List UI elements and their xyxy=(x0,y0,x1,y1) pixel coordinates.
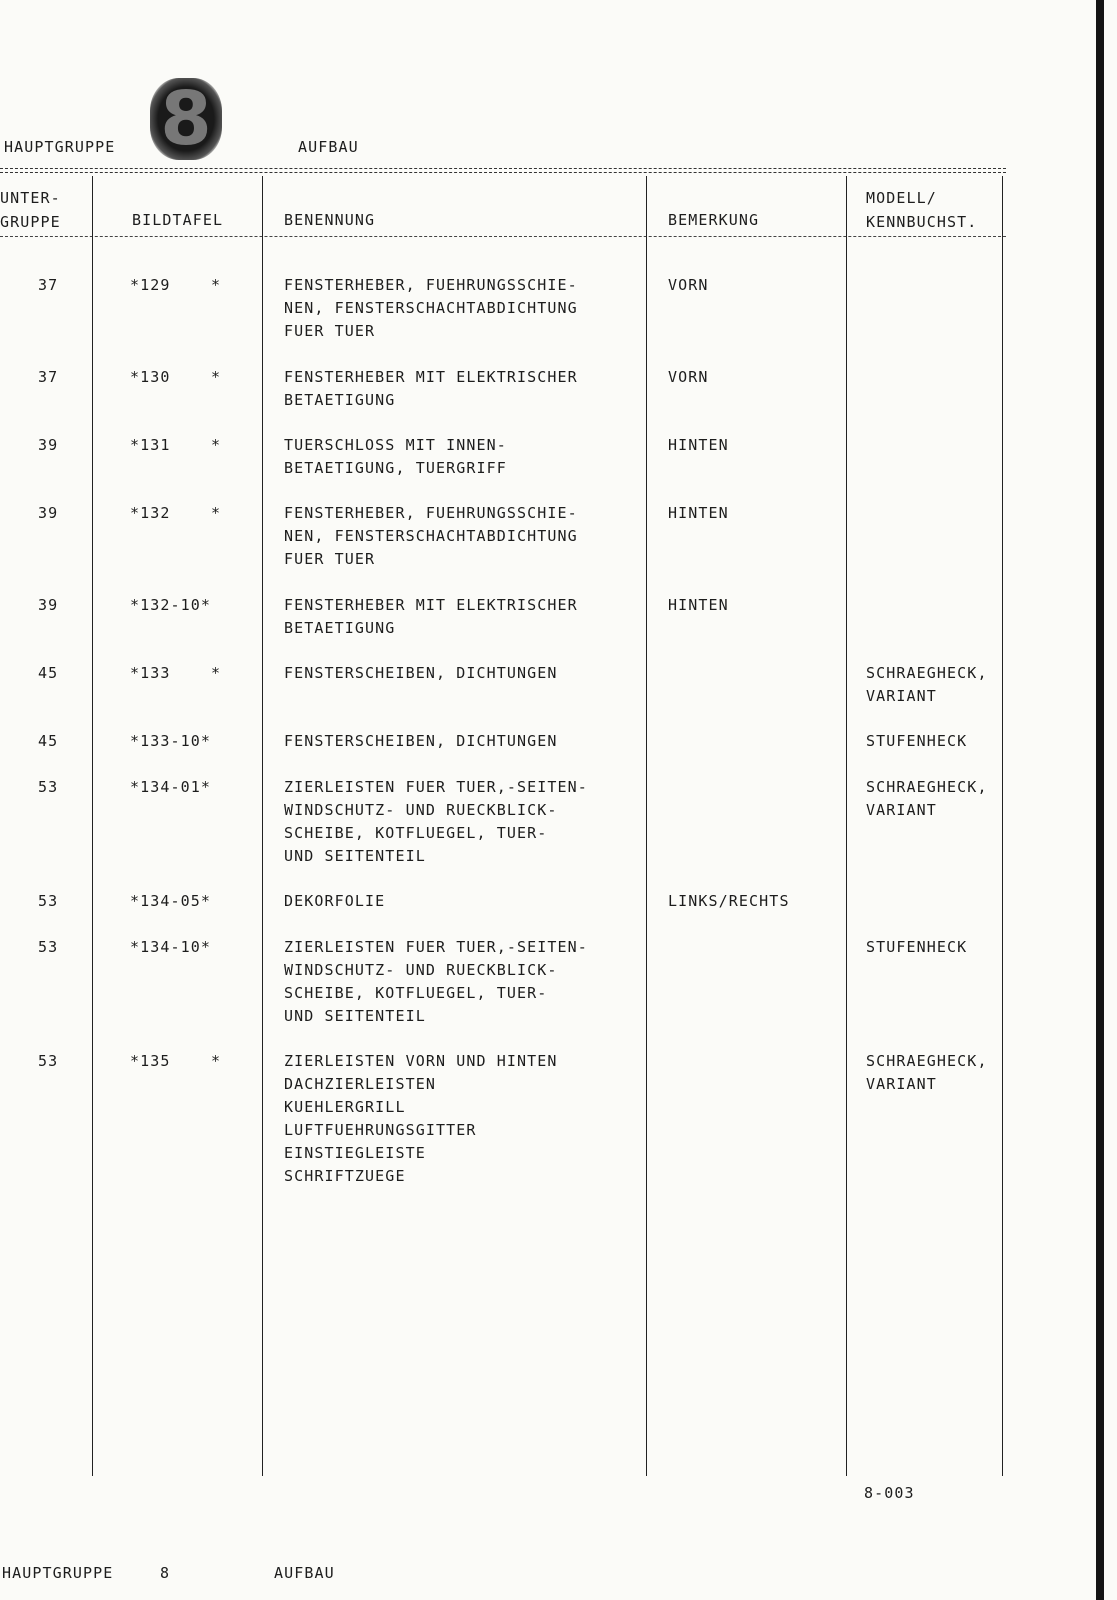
modell-cell-line: SCHRAEGHECK, xyxy=(866,664,988,682)
benennung-cell-line: UND SEITENTEIL xyxy=(284,1007,426,1025)
section-title: AUFBAU xyxy=(298,138,359,156)
untergruppe-cell: 53 xyxy=(38,938,59,956)
benennung-cell-line: SCHEIBE, KOTFLUEGEL, TUER- xyxy=(284,984,548,1002)
benennung-cell xyxy=(284,730,558,753)
benennung-cell-line: DACHZIERLEISTEN xyxy=(284,1075,436,1093)
benennung-cell xyxy=(284,776,588,868)
benennung-cell-line: BETAETIGUNG, TUERGRIFF xyxy=(284,459,507,477)
bemerkung-cell: LINKS/RECHTS xyxy=(668,892,790,910)
bildtafel-cell: *133-10* xyxy=(130,732,212,750)
benennung-cell xyxy=(284,936,588,1028)
benennung-cell-line: SCHEIBE, KOTFLUEGEL, TUER- xyxy=(284,824,548,842)
benennung-cell-line: ZIERLEISTEN VORN UND HINTEN xyxy=(284,1052,558,1070)
column-divider xyxy=(262,176,263,1476)
column-divider xyxy=(846,176,847,1476)
bildtafel-cell: *132-10* xyxy=(130,596,212,614)
bildtafel-cell: *134-10* xyxy=(130,938,212,956)
benennung-cell-line: SCHRIFTZUEGE xyxy=(284,1167,406,1185)
scan-edge-bar xyxy=(1096,0,1104,1600)
benennung-cell-line: FENSTERSCHEIBEN, DICHTUNGEN xyxy=(284,732,558,750)
untergruppe-cell: 45 xyxy=(38,732,59,750)
benennung-cell-line: FENSTERHEBER, FUEHRUNGSSCHIE- xyxy=(284,504,578,522)
benennung-cell xyxy=(284,662,558,685)
benennung-cell-line: TUERSCHLOSS MIT INNEN- xyxy=(284,436,507,454)
bemerkung-cell: HINTEN xyxy=(668,596,729,614)
benennung-cell-line: WINDSCHUTZ- UND RUECKBLICK- xyxy=(284,801,558,819)
benennung-cell-line: KUEHLERGRILL xyxy=(284,1098,406,1116)
modell-cell-line: VARIANT xyxy=(866,687,937,705)
modell-cell xyxy=(866,662,988,708)
col-untergruppe-line1: UNTER- xyxy=(0,189,61,207)
benennung-cell-line: FUER TUER xyxy=(284,322,376,340)
modell-cell-line: SCHRAEGHECK, xyxy=(866,778,988,796)
benennung-cell-line: FENSTERHEBER MIT ELEKTRISCHER xyxy=(284,368,578,386)
modell-cell xyxy=(866,730,967,753)
untergruppe-cell: 37 xyxy=(38,368,59,386)
column-divider xyxy=(1002,176,1003,1476)
col-modell-line2: KENNBUCHST. xyxy=(866,213,978,231)
benennung-cell-line: BETAETIGUNG xyxy=(284,619,396,637)
benennung-cell-line: EINSTIEGLEISTE xyxy=(284,1144,426,1162)
bildtafel-cell: *134-05* xyxy=(130,892,212,910)
col-bemerkung-header: BEMERKUNG xyxy=(668,211,760,229)
benennung-cell-line: FUER TUER xyxy=(284,550,376,568)
untergruppe-cell: 53 xyxy=(38,778,59,796)
benennung-cell-line: FENSTERSCHEIBEN, DICHTUNGEN xyxy=(284,664,558,682)
benennung-cell-line: WINDSCHUTZ- UND RUECKBLICK- xyxy=(284,961,558,979)
modell-cell-line: STUFENHECK xyxy=(866,732,968,750)
untergruppe-cell: 45 xyxy=(38,664,59,682)
page-number: 8-003 xyxy=(864,1484,915,1502)
benennung-cell-line: NEN, FENSTERSCHACHTABDICHTUNG xyxy=(284,299,578,317)
benennung-cell-line: FENSTERHEBER MIT ELEKTRISCHER xyxy=(284,596,578,614)
benennung-cell-line: LUFTFUEHRUNGSGITTER xyxy=(284,1121,477,1139)
hauptgruppe-label: HAUPTGRUPPE xyxy=(4,138,116,156)
modell-cell xyxy=(866,936,967,959)
benennung-cell xyxy=(284,274,578,343)
col-untergruppe-header xyxy=(0,186,61,234)
column-divider xyxy=(92,176,93,1476)
group-number-badge: 8 xyxy=(150,78,222,160)
bildtafel-cell: *129 * xyxy=(130,276,222,294)
benennung-cell-line: FENSTERHEBER, FUEHRUNGSSCHIE- xyxy=(284,276,578,294)
bemerkung-cell: HINTEN xyxy=(668,436,729,454)
footer-group-number: 8 xyxy=(160,1564,171,1582)
footer-section-title: AUFBAU xyxy=(274,1564,335,1582)
modell-cell-line: VARIANT xyxy=(866,801,937,819)
untergruppe-cell: 39 xyxy=(38,596,59,614)
modell-cell-line: VARIANT xyxy=(866,1075,937,1093)
benennung-cell-line: BETAETIGUNG xyxy=(284,391,396,409)
bildtafel-cell: *134-01* xyxy=(130,778,212,796)
header-double-rule xyxy=(0,168,1006,173)
header-dashed-rule xyxy=(0,236,1006,237)
col-modell-header xyxy=(866,186,977,234)
benennung-cell xyxy=(284,594,578,640)
benennung-cell-line: ZIERLEISTEN FUER TUER,-SEITEN- xyxy=(284,778,588,796)
benennung-cell xyxy=(284,434,507,480)
benennung-cell-line: UND SEITENTEIL xyxy=(284,847,426,865)
bildtafel-cell: *131 * xyxy=(130,436,222,454)
bemerkung-cell: VORN xyxy=(668,276,709,294)
benennung-cell xyxy=(284,502,578,571)
bildtafel-cell: *133 * xyxy=(130,664,222,682)
modell-cell xyxy=(866,1050,988,1096)
benennung-cell xyxy=(284,366,578,412)
untergruppe-cell: 53 xyxy=(38,892,59,910)
bemerkung-cell: HINTEN xyxy=(668,504,729,522)
footer-hauptgruppe-label: HAUPTGRUPPE xyxy=(2,1564,114,1582)
bemerkung-cell: VORN xyxy=(668,368,709,386)
benennung-cell xyxy=(284,1050,558,1188)
col-bildtafel-header: BILDTAFEL xyxy=(132,211,224,229)
column-divider xyxy=(646,176,647,1476)
col-benennung-header: BENENNUNG xyxy=(284,211,376,229)
modell-cell-line: SCHRAEGHECK, xyxy=(866,1052,988,1070)
col-untergruppe-line2: GRUPPE xyxy=(0,213,61,231)
col-modell-line1: MODELL/ xyxy=(866,189,937,207)
bildtafel-cell: *135 * xyxy=(130,1052,222,1070)
untergruppe-cell: 53 xyxy=(38,1052,59,1070)
bildtafel-cell: *132 * xyxy=(130,504,222,522)
untergruppe-cell: 39 xyxy=(38,504,59,522)
modell-cell-line: STUFENHECK xyxy=(866,938,968,956)
benennung-cell-line: NEN, FENSTERSCHACHTABDICHTUNG xyxy=(284,527,578,545)
benennung-cell xyxy=(284,890,385,913)
benennung-cell-line: DEKORFOLIE xyxy=(284,892,386,910)
benennung-cell-line: ZIERLEISTEN FUER TUER,-SEITEN- xyxy=(284,938,588,956)
untergruppe-cell: 37 xyxy=(38,276,59,294)
bildtafel-cell: *130 * xyxy=(130,368,222,386)
modell-cell xyxy=(866,776,988,822)
untergruppe-cell: 39 xyxy=(38,436,59,454)
